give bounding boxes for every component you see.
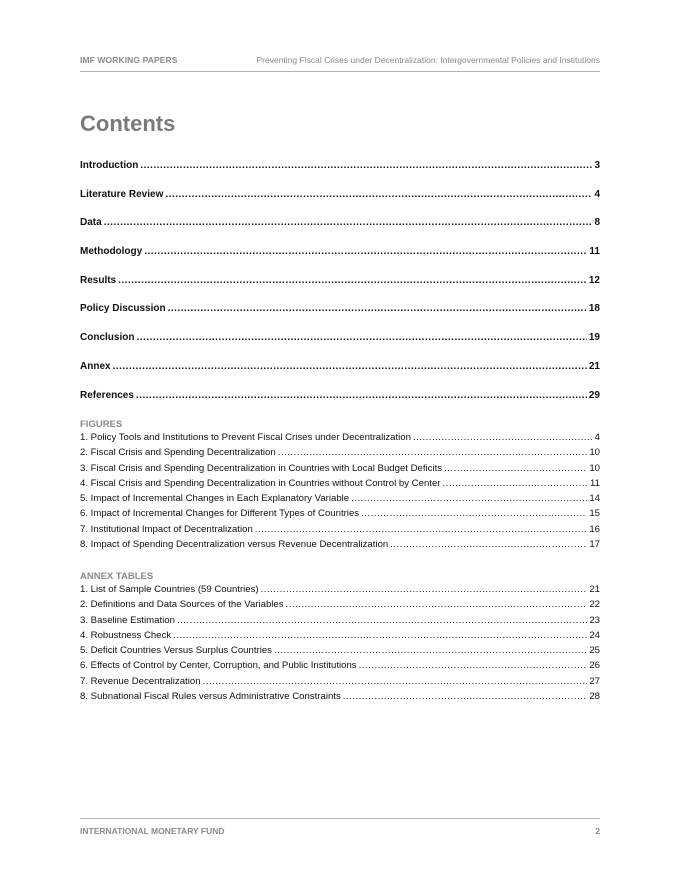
annex-table-entry-page: 26 (589, 660, 600, 672)
annex-table-entry-page: 21 (589, 584, 600, 595)
figure-entry-page: 10 (589, 447, 600, 459)
toc-entry-label: References (80, 389, 134, 401)
toc-leader (136, 390, 587, 402)
toc-leader (343, 691, 588, 703)
toc-leader (261, 584, 588, 596)
toc-leader (361, 508, 587, 520)
toc-entry[interactable] (80, 160, 600, 189)
annex-table-entry-page: 27 (589, 675, 600, 687)
annex-tables-list (80, 584, 600, 706)
annex-table-entry[interactable] (80, 645, 600, 660)
toc-entry[interactable] (80, 275, 600, 304)
annex-table-entry-page: 24 (589, 629, 600, 641)
figure-entry[interactable] (80, 463, 600, 478)
toc-leader (442, 478, 588, 490)
toc-entry-page: 8 (594, 217, 600, 229)
toc-entry-page: 11 (589, 246, 600, 258)
contents-list (80, 160, 600, 418)
footer-page-number: 2 (595, 826, 600, 836)
figure-entry-label: 8. Impact of Spending Decentralization versus Revenue Decentralization (80, 539, 389, 551)
toc-leader (203, 676, 588, 688)
toc-leader (118, 275, 587, 287)
annex-table-entry-page: 22 (589, 599, 600, 611)
figure-entry[interactable] (80, 539, 600, 554)
toc-entry[interactable] (80, 217, 600, 246)
annex-table-entry-page: 28 (589, 691, 600, 703)
annex-table-entry-page: 23 (589, 614, 600, 626)
annex-table-entry-label: 1. List of Sample Countries (59 Countries) (80, 584, 259, 595)
figure-entry-label: 5. Impact of Incremental Changes in Each Explanatory Variable (80, 493, 350, 505)
toc-leader (286, 599, 588, 611)
figure-entry-page: 10 (589, 462, 600, 474)
annex-table-entry-label: 4. Robustness Check (80, 629, 172, 641)
toc-entry-page: 4 (594, 188, 600, 200)
figure-entry[interactable] (80, 524, 600, 539)
toc-entry[interactable] (80, 189, 600, 218)
figures-heading: FIGURES (80, 419, 123, 430)
figure-entry-label: 2. Fiscal Crisis and Spending Decentralization (80, 447, 276, 459)
toc-entry-page: 18 (588, 303, 600, 315)
figure-entry-page: 15 (589, 508, 600, 520)
annex-table-entry-label: 5. Deficit Countries Versus Surplus Countries (80, 645, 272, 657)
toc-entry[interactable] (80, 390, 600, 419)
toc-leader (144, 246, 587, 258)
toc-entry-label: Conclusion (80, 332, 135, 344)
figure-entry[interactable] (80, 493, 600, 508)
annex-table-entry[interactable] (80, 660, 600, 675)
toc-entry-label: Results (80, 274, 117, 286)
toc-entry[interactable] (80, 361, 600, 390)
toc-leader (390, 539, 587, 551)
annex-table-entry[interactable] (80, 676, 600, 691)
annex-table-entry[interactable] (80, 691, 600, 706)
toc-entry-label: Literature Review (80, 188, 164, 200)
annex-table-entry-label: 2. Definitions and Data Sources of the Variables (80, 599, 284, 611)
toc-leader (413, 432, 593, 444)
annex-table-entry-page: 25 (589, 645, 600, 657)
toc-leader (113, 361, 587, 373)
toc-entry-label: Annex (80, 360, 111, 372)
toc-leader (140, 160, 592, 172)
figure-entry[interactable] (80, 508, 600, 523)
figure-entry-label: 4. Fiscal Crisis and Spending Decentralization in Countries without Control by Center (80, 477, 441, 489)
toc-entry-label: Data (80, 217, 102, 229)
toc-entry-page: 21 (588, 360, 600, 372)
toc-leader (165, 189, 592, 201)
figure-entry[interactable] (80, 447, 600, 462)
annex-table-entry[interactable] (80, 584, 600, 599)
series-name: IMF WORKING PAPERS (80, 55, 178, 65)
annex-table-entry[interactable] (80, 630, 600, 645)
annex-table-entry-label: 7. Revenue Decentralization (80, 675, 201, 687)
toc-leader (444, 463, 587, 475)
toc-entry-page: 29 (588, 389, 600, 401)
toc-entry[interactable] (80, 332, 600, 361)
page-footer (80, 818, 600, 837)
toc-leader (255, 524, 588, 536)
figure-entry-label: 1. Policy Tools and Institutions to Prevent Fiscal Crises under Decentralization (80, 432, 411, 443)
toc-entry-label: Introduction (80, 160, 139, 171)
paper-title: Preventing Fiscal Crises under Decentralization: Intergovernmental Policies and Institutions (256, 55, 600, 65)
toc-leader (136, 332, 586, 344)
toc-leader (278, 447, 588, 459)
figure-entry-page: 17 (589, 539, 600, 551)
toc-leader (274, 645, 587, 657)
toc-leader (168, 303, 587, 315)
toc-entry-page: 3 (594, 160, 600, 171)
figure-entry[interactable] (80, 478, 600, 493)
figure-entry-page: 14 (589, 493, 600, 505)
toc-leader (177, 615, 587, 627)
figure-entry-label: 3. Fiscal Crisis and Spending Decentralization in Countries with Local Budget Deficits (80, 462, 443, 474)
annex-table-entry[interactable] (80, 615, 600, 630)
toc-entry-page: 12 (588, 274, 600, 286)
figure-entry-page: 4 (594, 432, 600, 443)
toc-leader (104, 217, 593, 229)
toc-leader (359, 660, 588, 672)
toc-entry-page: 19 (588, 332, 600, 344)
annex-tables-heading: ANNEX TABLES (80, 571, 154, 582)
annex-table-entry-label: 8. Subnational Fiscal Rules versus Administrative Constraints (80, 691, 341, 703)
figure-entry-label: 7. Institutional Impact of Decentralization (80, 523, 253, 535)
figures-list (80, 432, 600, 554)
annex-table-entry[interactable] (80, 599, 600, 614)
footer-organization: INTERNATIONAL MONETARY FUND (80, 826, 225, 836)
toc-leader (351, 493, 587, 505)
figure-entry-label: 6. Impact of Incremental Changes for Different Types of Countries (80, 508, 360, 520)
figure-entry-page: 11 (590, 477, 600, 489)
toc-entry[interactable] (80, 303, 600, 332)
figure-entry-page: 16 (589, 523, 600, 535)
annex-table-entry-label: 6. Effects of Control by Center, Corruption, and Public Institutions (80, 660, 357, 672)
toc-entry-label: Methodology (80, 246, 143, 258)
annex-table-entry-label: 3. Baseline Estimation (80, 614, 175, 626)
toc-entry-label: Policy Discussion (80, 303, 166, 315)
page-title: Contents (80, 111, 176, 136)
figure-entry[interactable] (80, 432, 600, 447)
page-header (80, 55, 600, 72)
toc-leader (173, 630, 587, 642)
toc-entry[interactable] (80, 246, 600, 275)
